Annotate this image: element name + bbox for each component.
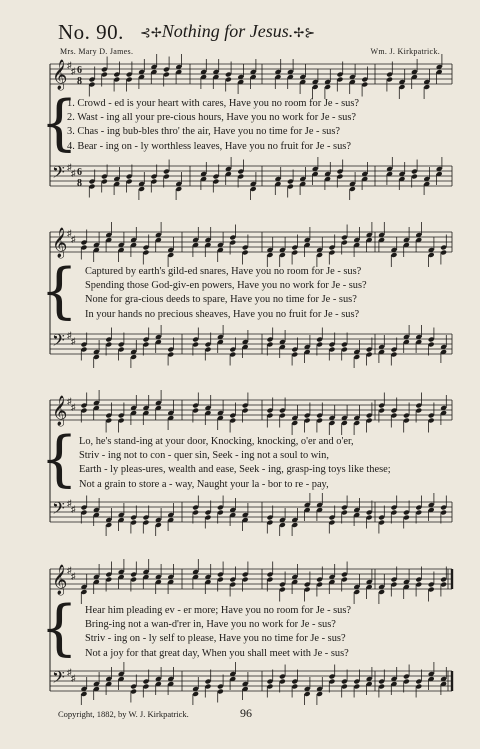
bass-clef: 𝄢 [52,330,65,354]
author-credit: Mrs. Mary D. James. [60,47,134,56]
treble-clef: 𝄞 [52,60,68,90]
sharp-sign: ♯ [71,168,76,178]
bass-clef: 𝄢 [52,162,65,186]
system-brace: { [40,88,79,158]
sharp-sign: ♯ [67,228,72,238]
lyric-line: Striv - ing on - ly self to please, Have you no time for Je - sus? [85,633,346,645]
treble-clef: 𝄞 [52,396,68,426]
hymn-title: Nothing for Jesus. [161,21,294,41]
bass-clef: 𝄢 [52,498,65,522]
time-signature: 8 [77,178,82,189]
lyric-line: 1. Crowd - ed is your heart with cares, Have you no room for Je - sus? [67,98,360,109]
lyric-line: Spending those God-giv-en powers, Have you no work for Je - sus? [85,280,367,292]
copyright-notice: Copyright, 1882, by W. J. Kirkpatrick. [58,709,189,719]
sharp-sign: ♯ [67,667,72,677]
lyric-line: Bring-ing not a wan-d'rer in, Have you no work for Je - sus? [85,619,336,631]
sharp-sign: ♯ [67,396,72,406]
sharp-sign: ♯ [67,498,72,508]
treble-clef: 𝄞 [52,228,68,258]
treble-clef: 𝄞 [52,565,68,595]
time-signature: 6 [77,65,82,76]
sharp-sign: ♯ [67,60,72,70]
time-signature: 6 [77,167,82,178]
lyric-line: Lo, he's stand-ing at your door, Knocking, knocking, o'er and o'er, [79,436,354,447]
lyric-line: 2. Wast - ing all your pre-cious hours, Have you no work for Je - sus? [67,112,356,124]
bass-clef: 𝄢 [52,667,65,691]
lyric-line: In your hands no precious sheaves, Have you no fruit for Je - sus? [85,308,360,320]
sharp-sign: ♯ [71,571,76,581]
sharp-sign: ♯ [67,330,72,340]
system-brace: { [40,256,79,326]
system-brace: { [40,593,79,663]
page-number: 96 [240,706,252,720]
lyric-line: None for gra-cious deeds to spare, Have you no time for Je - sus? [85,294,357,306]
sharp-sign: ♯ [71,66,76,76]
lyric-line: Not a grain to store a - way, Naught your la - bor to re - pay, [79,478,329,490]
lyric-line: Striv - ing not to con - quer sin, Seek - ing not a soul to win, [79,450,329,462]
sharp-sign: ♯ [71,673,76,683]
sharp-sign: ♯ [71,234,76,244]
time-signature: 8 [77,76,82,87]
lyric-line: Hear him pleading ev - er more; Have you no room for Je - sus? [85,605,352,616]
sharp-sign: ♯ [71,504,76,514]
hymn-number: No. 90. [58,20,124,44]
system-brace: { [40,424,79,494]
lyric-line: Captured by earth's gild-ed snares, Have you no room for Je - sus? [85,266,362,277]
lyric-line: 3. Chas - ing bub-bles thro' the air, Have you no time for Je - sus? [67,126,340,138]
lyric-line: Not a joy for that great day, When you shall meet with Je - sus? [85,647,349,659]
sharp-sign: ♯ [71,336,76,346]
sharp-sign: ♯ [67,162,72,172]
composer-credit: Wm. J. Kirkpatrick. [370,47,440,56]
sharp-sign: ♯ [67,565,72,575]
title-ornament-right: ✢⊱ [293,25,316,40]
sharp-sign: ♯ [71,402,76,412]
title-ornament-left: ⊰✢ [140,25,162,40]
lyric-line: Earth - ly pleas-ures, wealth and ease, Seek - ing, grasp-ing toys like these; [79,464,391,476]
lyric-line: 4. Bear - ing on - ly worthless leaves, Have you no fruit for Je - sus? [67,140,351,152]
